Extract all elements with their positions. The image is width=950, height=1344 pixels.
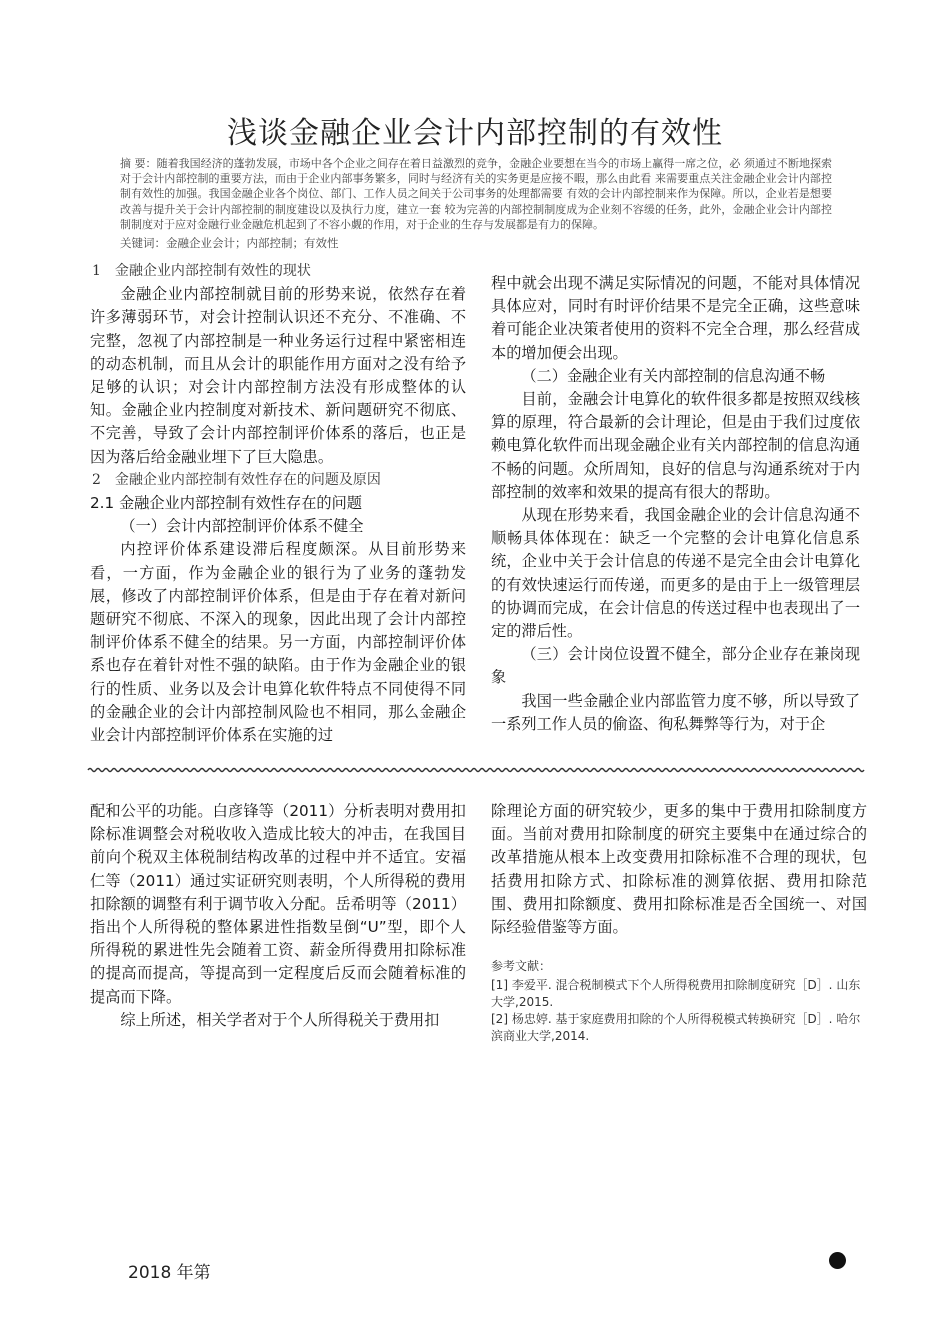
article-title: 浅谈金融企业会计内部控制的有效性 xyxy=(227,116,723,151)
section-heading-2: 2 金融企业内部控制有效性存在的问题及原因 xyxy=(92,471,381,488)
subsection-heading-2-1-1: （一）会计内部控制评价体系不健全 xyxy=(120,517,364,536)
keywords: 关键词：金融企业会计；内部控制；有效性 xyxy=(120,236,339,250)
subsection-heading-2-1: 2.1 金融企业内部控制有效性存在的问题 xyxy=(90,494,362,513)
paragraph: 除理论方面的研究较少，更多的集中于费用扣除制度方面。当前对费用扣除制度的研究主要集中在通过综合的改革措施从根本上改变费用扣除标准不合理的现状，包括费用扣除方式、扣除标准的测算依据、费用扣除范围、费用扣除额度、费用扣除标准是否全国统一、对国际经验借鉴等方面。 xyxy=(491,802,867,937)
column-left-bottom xyxy=(90,800,466,1032)
abstract xyxy=(120,156,832,232)
footer-year: 2018 年第 xyxy=(128,1263,211,1283)
abstract-text: 随着我国经济的蓬勃发展，市场中各个企业之间存在着日益激烈的竞争，金融企业要想在当今的市场上赢得一席之位，必 须通过不断地探索对于会计内部控制的重要方法，而由于企业内部事务繁多，同时与经济有关的实务更是应接不暇，那么由此看 来需要重点关注金融企业会计内部控制有效性的加强。我国金融企业各个岗位、部门、工作人员之间关于公司事务的处理都需要 有效的会计内部控制来作为保障。所以，企业若是想要改善与提升关于会计内部控制的制度建设以及执行力度，建立一套 较为完善的内部控制制度成为企业刻不容缓的任务，此外，金融企业会计内部控制制度对于应对金融行业金融危机起到了不容小觑的作用，对于企业的生存与发展都是有力的保障。 xyxy=(120,157,832,231)
reference-item: [2] 杨忠婷. 基于家庭费用扣除的个人所得税模式转换研究［D］. 哈尔滨商业大学,2014. xyxy=(491,1012,861,1043)
paragraph: 配和公平的功能。白彦锋等（2011）分析表明对费用扣除标准调整会对税收收入造成比较大的冲击，在我国目前向个税双主体税制结构改革的过程中并不适宜。安福仁等（2011）通过实证研究则表明，个人所得税的费用扣除额的调整有利于调节收入分配。岳希明等（2011）指出个人所得税的整体累进性指数呈倒“U”型，即个人所得税的累进性先会随着工资、薪金所得费用扣除标准的提高而提高，等提高到一定程度后反而会随着标准的提高而下降。 xyxy=(90,802,466,1006)
paragraph: 从现在形势来看，我国金融企业的会计信息沟通不顺畅具体体现在：缺乏一个完整的会计电算化信息系统，企业中关于会计信息的传递不是完全由会计电算化的有效快速运行而传递，而更多的是由于上一级管理层的协调而完成，在会计信息的传送过程中也表现出了一定的滞后性。 xyxy=(491,506,860,641)
subsection-heading-2-1-2: （二）金融企业有关内部控制的信息沟通不畅 xyxy=(521,366,826,385)
subsection-heading-2-1-3: （三）会计岗位设置不健全，部分企业存在兼岗现象 xyxy=(491,645,860,687)
references xyxy=(491,958,867,1045)
paragraph: 金融企业内部控制就目前的形势来说，依然存在着许多薄弱环节，对会计控制认识还不充分、不准确、不完整，忽视了内部控制是一种业务运行过程中紧密相连的动态机制，而且从会计的职能作用方面对之没有给予足够的认识；对会计内部控制方法没有形成整体的认知。金融企业内控制度对新技术、新问题研究不彻底、不完善，导致了会计内部控制评价体系的落后，也正是因为落后给金融业埋下了巨大隐患。 xyxy=(90,285,466,466)
column-right-bottom xyxy=(491,800,867,939)
column-right-top xyxy=(491,272,860,736)
paragraph: 目前，金融会计电算化的软件很多都是按照双线核算的原理，符合最新的会计理论，但是由于我们过度依赖电算化软件而出现金融企业有关内部控制的信息沟通不畅的问题。众所周知，良好的信息与沟通系统对于内部控制的效率和效果的提高有很大的帮助。 xyxy=(491,390,860,501)
reference-item: [1] 李爱平. 混合税制模式下个人所得税费用扣除制度研究［D］. 山东大学,2015. xyxy=(491,978,861,1009)
column-left-top xyxy=(90,260,466,747)
paragraph: 我国一些金融企业内部监管力度不够，所以导致了一系列工作人员的偷盗、徇私舞弊等行为，对于企 xyxy=(491,691,860,733)
abstract-label: 摘 要： xyxy=(120,157,157,170)
paragraph: 内控评价体系建设滞后程度颇深。从目前形势来看，一方面，作为金融企业的银行为了业务的蓬勃发展，修改了内部控制评价体系，但是由于存在着对新问题研究不彻底、不深入的现象，因此出现了会计内部控制评价体系不健全的结果。另一方面，内部控制评价体系也存在着针对性不强的缺陷。由于作为金融企业的银行的性质、业务以及会计电算化软件特点不同使得不同的金融企业的会计内部控制风险也不相同，那么金融企业会计内部控制评价体系在实施的过 xyxy=(90,540,466,745)
paragraph: 综上所述，相关学者对于个人所得税关于费用扣 xyxy=(120,1010,440,1029)
page-marker-icon xyxy=(829,1252,846,1269)
section-heading-1: 1 金融企业内部控制有效性的现状 xyxy=(92,263,311,279)
paragraph: 程中就会出现不满足实际情况的问题，不能对具体情况具体应对，同时有时评价结果不是完全正确，这些意味着可能企业决策者使用的资料不完全合理，那么经营成本的增加便会出现。 xyxy=(491,274,860,362)
references-heading: 参考文献： xyxy=(491,959,552,973)
wavy-divider xyxy=(88,764,860,776)
